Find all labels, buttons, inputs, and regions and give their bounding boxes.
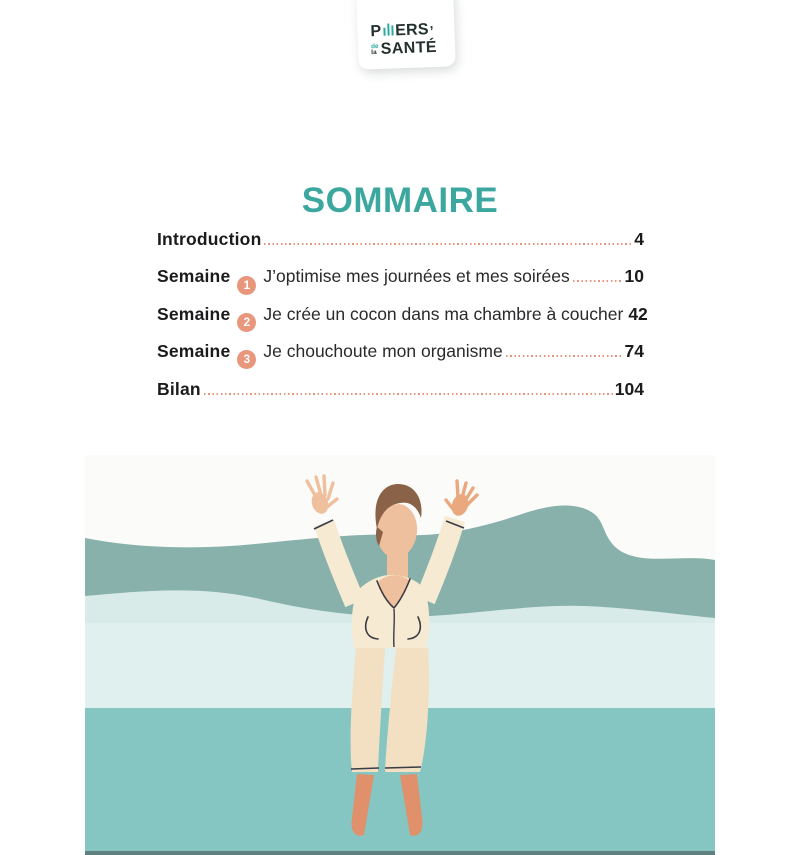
toc-entry-label: Semaine [157,341,231,362]
base-line [85,851,715,855]
dotted-leader [573,280,623,282]
toc-page-number: 4 [634,229,644,249]
badge-number: 2 [243,314,251,329]
toc-entry-semaine-3[interactable] [157,341,644,378]
table-of-contents [157,229,648,416]
dotted-leader [506,355,623,357]
logo-line-sante [371,38,456,59]
toc-entry-label: Bilan [157,378,201,399]
toc-entry-description: Je chouchoute mon organisme [263,341,503,362]
stretching-person-illustration [85,455,715,855]
placket-line [394,609,395,647]
toc-entry-description: Je crée un cocon dans ma chambre à coucher [263,303,624,324]
toc-page-number: 74 [624,341,644,362]
logo-de-la [371,43,379,56]
logo-accent-mark: , [429,16,434,32]
logo-la: la [371,49,377,57]
week-number-badge [237,313,256,332]
toc-entry-bilan[interactable] [157,379,644,416]
toc-entry-semaine-2[interactable] [157,303,648,341]
toc-page-number: 104 [614,378,644,399]
illustration-svg [85,455,715,855]
toc-entry-label: Semaine [157,303,231,324]
logo-word-sante: SANTÉ [380,38,438,58]
logo-letter-p: P [370,22,382,41]
toc-entry-semaine-1[interactable] [157,266,644,303]
week-number-badge [237,276,256,295]
logo-letters-ers: ERS [394,21,430,40]
brand-logo [356,0,456,70]
pillar-bars-icon [382,23,394,35]
toc-page-number: 42 [628,303,648,324]
toc-entry-label: Semaine [157,266,231,287]
page-title: SOMMAIRE [301,181,499,220]
badge-number: 3 [243,352,251,367]
dotted-leader [264,243,632,245]
toc-page-number: 10 [624,266,644,287]
logo-line-piliers [370,16,455,41]
toc-entry-label: Introduction [157,229,262,249]
badge-number: 1 [243,277,251,292]
toc-entry-description: J’optimise mes journées et mes soirées [263,266,570,287]
dotted-leader [204,393,613,395]
toc-entry-introduction[interactable] [157,229,644,266]
week-number-badge [237,350,256,369]
logo-de: de [370,42,379,50]
